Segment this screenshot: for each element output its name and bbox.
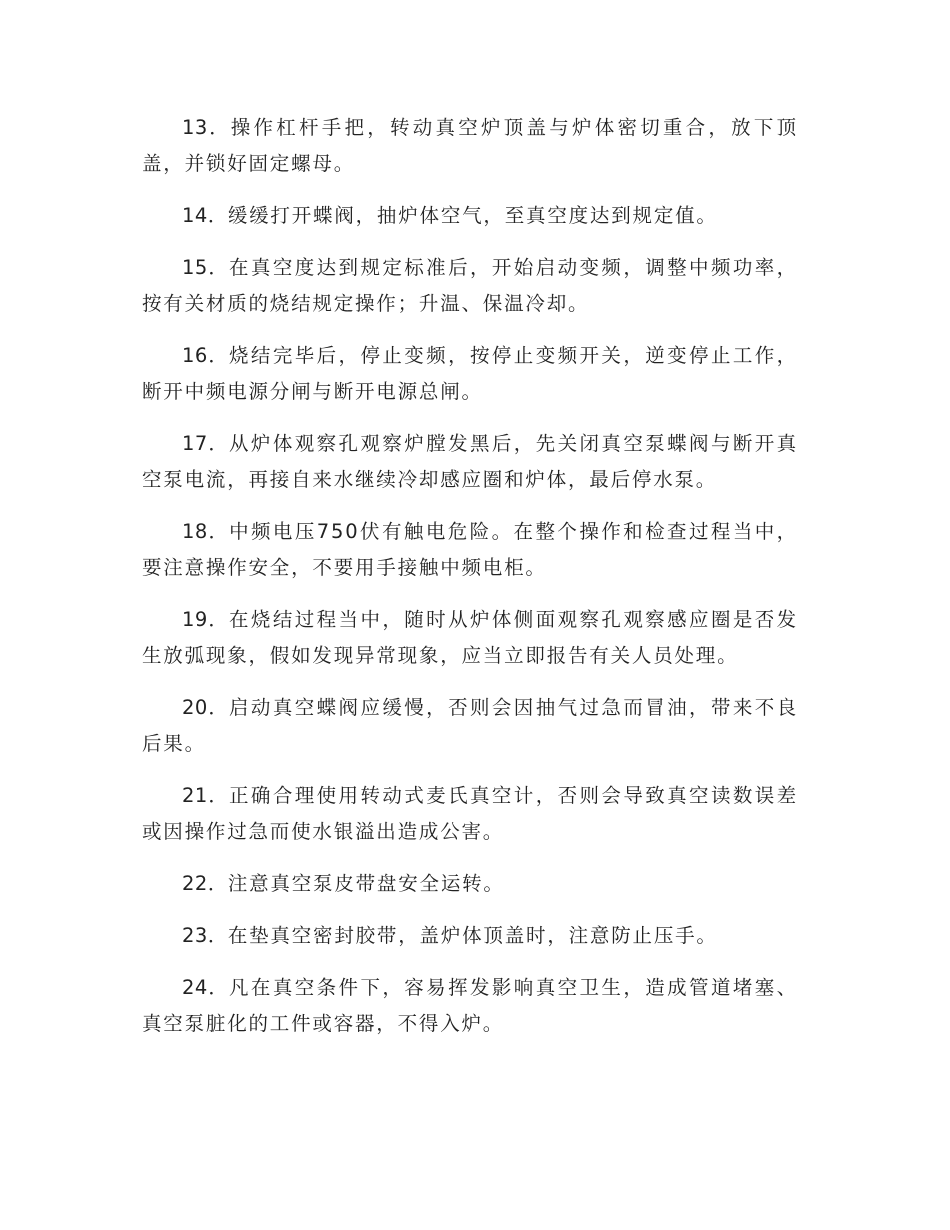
item-number: 21． xyxy=(182,784,230,807)
paragraph-19 xyxy=(142,602,798,674)
paragraph-16 xyxy=(142,338,798,410)
item-text: 中频电压750伏有触电危险。在整个操作和检查过程当中，要注意操作安全，不要用手接触中频电柜。 xyxy=(142,520,798,579)
item-number: 18． xyxy=(182,520,230,543)
paragraph-13 xyxy=(142,110,798,182)
item-text: 操作杠杆手把，转动真空炉顶盖与炉体密切重合，放下顶盖，并锁好固定螺母。 xyxy=(142,116,798,175)
item-number: 16． xyxy=(182,344,230,367)
paragraph-17 xyxy=(142,426,798,498)
item-text: 在垫真空密封胶带，盖炉体顶盖时，注意防止压手。 xyxy=(227,924,718,947)
paragraph-23 xyxy=(142,918,798,954)
item-number: 15． xyxy=(182,256,230,279)
paragraph-18 xyxy=(142,514,798,586)
item-number: 17． xyxy=(182,432,230,455)
paragraph-22 xyxy=(142,866,798,902)
item-text: 缓缓打开蝶阀，抽炉体空气，至真空度达到规定值。 xyxy=(227,204,718,227)
paragraph-21 xyxy=(142,778,798,850)
item-text: 注意真空泵皮带盘安全运转。 xyxy=(227,872,505,895)
item-text: 正确合理使用转动式麦氏真空计，否则会导致真空读数误差或因操作过急而使水银溢出造成公害。 xyxy=(142,784,798,843)
item-text: 烧结完毕后，停止变频，按停止变频开关，逆变停止工作，断开中频电源分闸与断开电源总闸。 xyxy=(142,344,798,403)
item-text: 在真空度达到规定标准后，开始启动变频，调整中频功率，按有关材质的烧结规定操作；升温、保温冷却。 xyxy=(142,256,798,315)
paragraph-20 xyxy=(142,690,798,762)
item-text: 启动真空蝶阀应缓慢，否则会因抽气过急而冒油，带来不良后果。 xyxy=(142,696,798,755)
paragraph-15 xyxy=(142,250,798,322)
item-number: 20． xyxy=(182,696,230,719)
paragraph-24 xyxy=(142,970,798,1042)
item-number: 13． xyxy=(182,116,231,139)
item-text: 凡在真空条件下，容易挥发影响真空卫生，造成管道堵塞、真空泵脏化的工件或容器，不得入炉。 xyxy=(142,976,798,1035)
item-number: 22． xyxy=(182,872,228,895)
item-number: 14． xyxy=(182,204,228,227)
item-number: 24． xyxy=(182,976,230,999)
item-number: 19． xyxy=(182,608,230,631)
paragraph-14 xyxy=(142,198,798,234)
item-number: 23． xyxy=(182,924,228,947)
item-text: 从炉体观察孔观察炉膛发黑后，先关闭真空泵蝶阀与断开真空泵电流，再接自来水继续冷却感应圈和炉体，最后停水泵。 xyxy=(142,432,798,491)
document-body xyxy=(142,110,798,1058)
item-text: 在烧结过程当中，随时从炉体侧面观察孔观察感应圈是否发生放弧现象，假如发现异常现象，应当立即报告有关人员处理。 xyxy=(142,608,798,667)
